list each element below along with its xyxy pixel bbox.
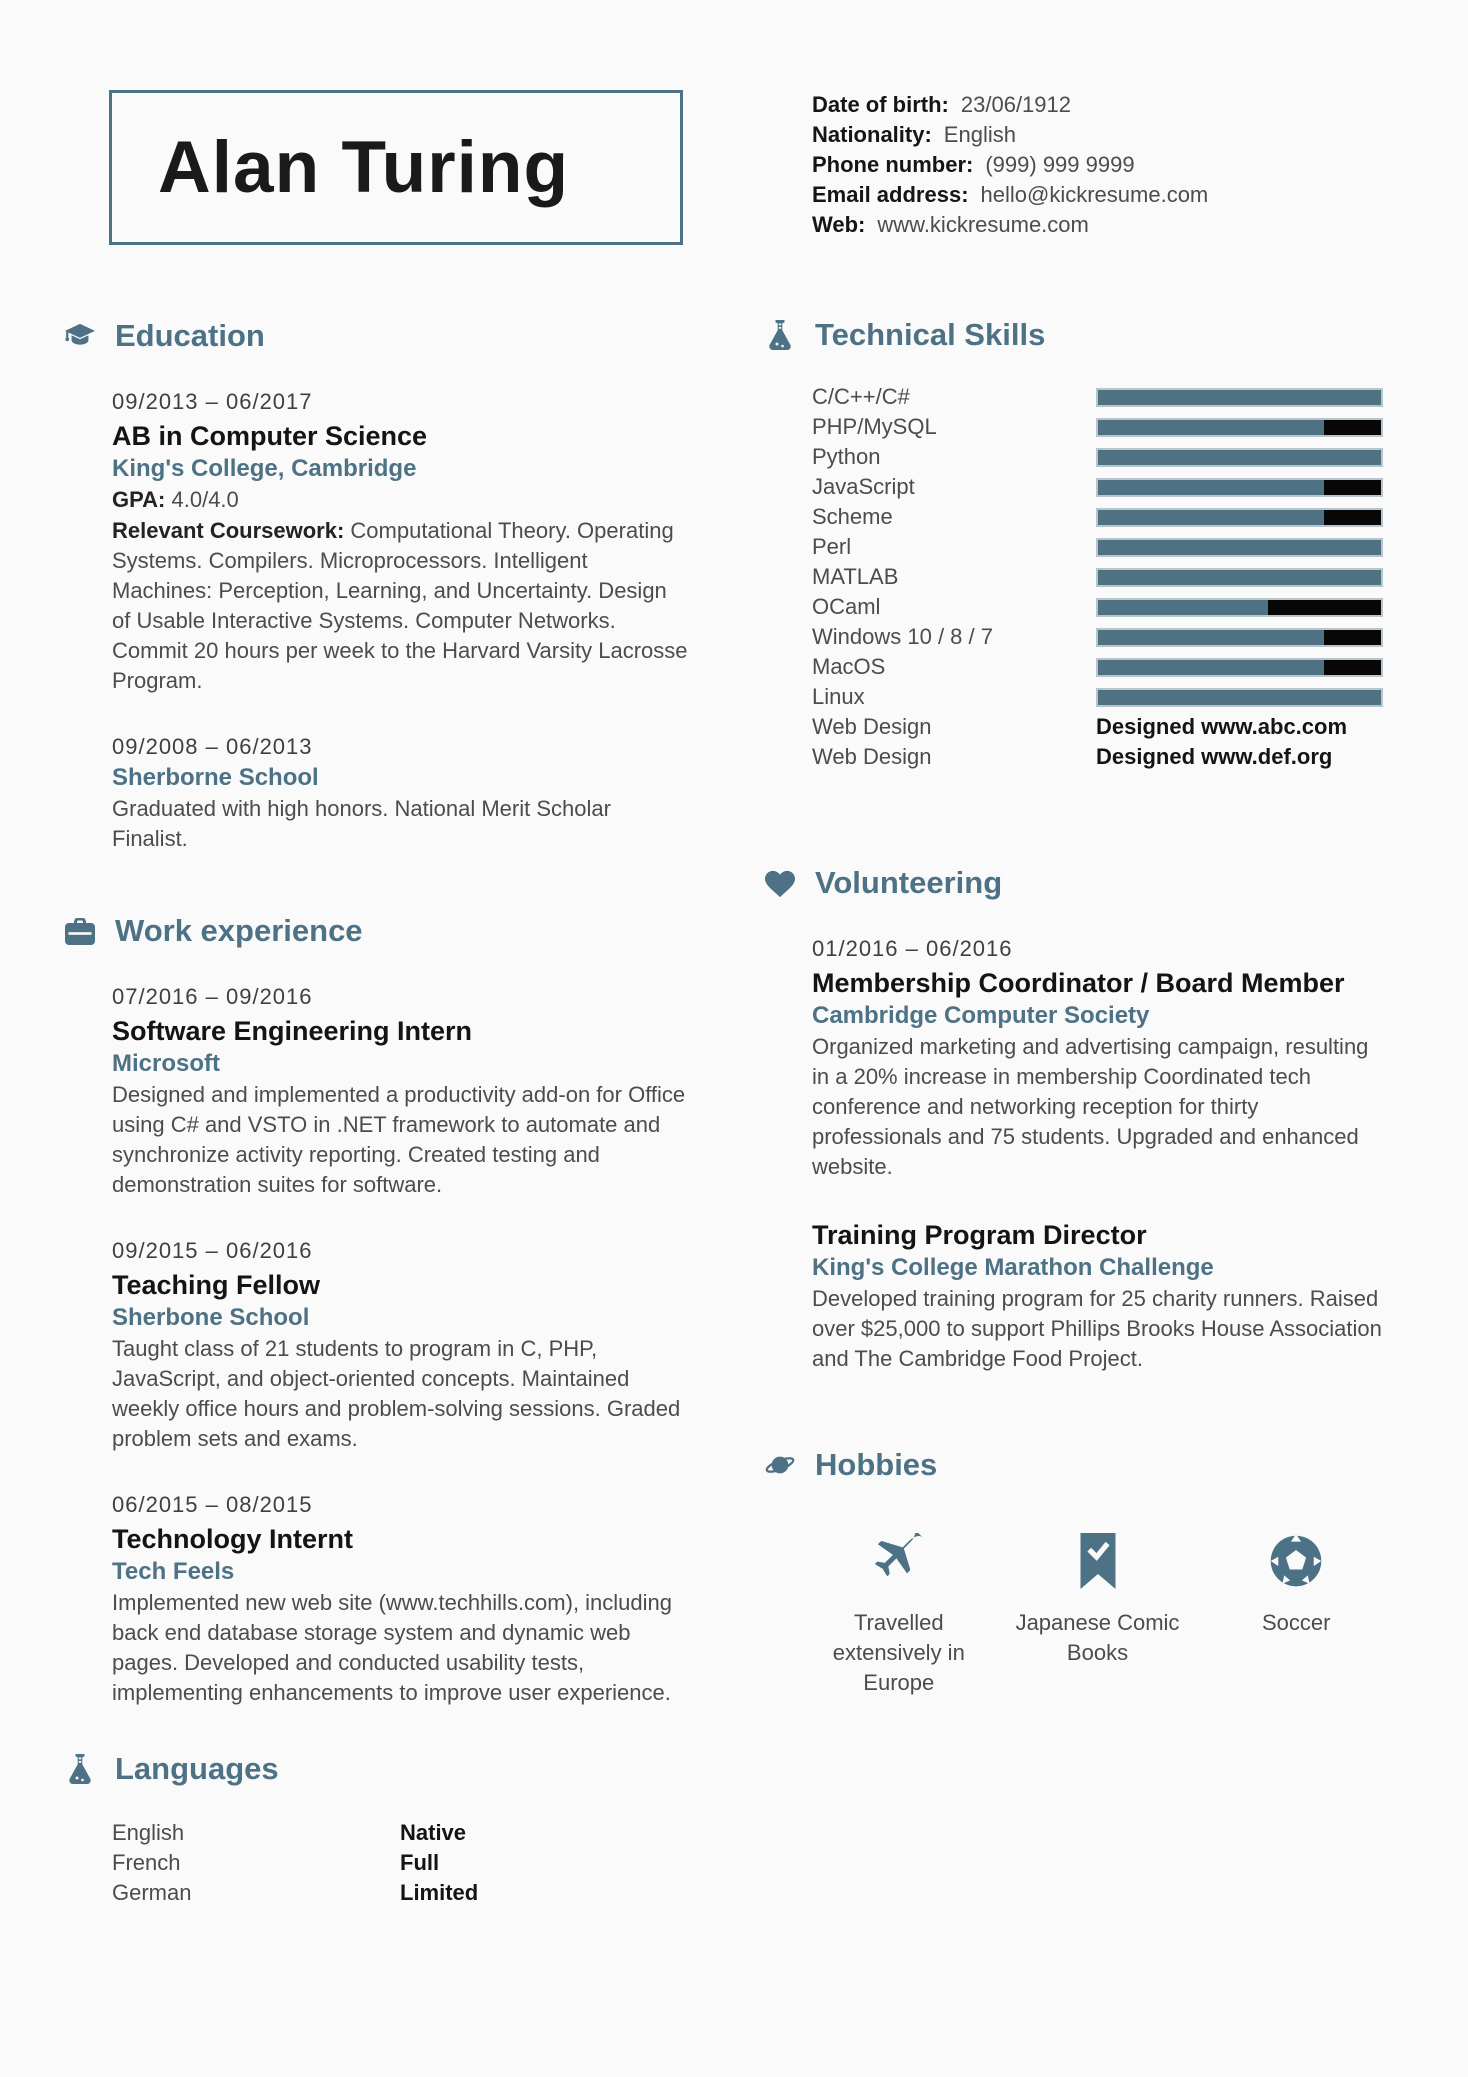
heart-icon: [765, 867, 795, 899]
briefcase-icon: [65, 915, 95, 947]
section-title-volunteering: Volunteering: [815, 865, 1003, 900]
section-title-languages: Languages: [115, 1751, 279, 1786]
work-entry: [112, 1236, 690, 1454]
skill-note-value: Designed www.def.org: [1096, 744, 1333, 769]
volunteering-body: [812, 934, 1383, 1374]
contact-row: [812, 210, 1383, 240]
skill-row: [812, 682, 1383, 712]
graduation-cap-icon: [65, 320, 95, 352]
volunteering-heading: [765, 862, 1383, 904]
entry-role: Teaching Fellow: [112, 1270, 321, 1300]
skill-level-bar: [1096, 388, 1383, 407]
contact-label: Phone number:: [812, 152, 974, 177]
plane-icon: [871, 1532, 927, 1590]
education-heading: [65, 315, 690, 357]
entry-description: Developed training program for 25 charity runners. Raised over $25,000 to support Phillips Brooks House Association and The Cambridge Food Project.: [812, 1286, 1382, 1371]
skill-name: Web Design: [812, 744, 932, 769]
section-title-skills: Technical Skills: [815, 317, 1046, 352]
volunteering-entry: [812, 934, 1383, 1182]
skill-name: PHP/MySQL: [812, 414, 937, 439]
contact-row: [812, 90, 1383, 120]
section-work-experience: [65, 910, 690, 1708]
contact-value: 23/06/1912: [960, 92, 1071, 117]
language-name: French: [112, 1850, 181, 1875]
entry-role: Membership Coordinator / Board Member: [812, 968, 1345, 998]
skill-level-bar: [1096, 538, 1383, 557]
hobby-label: Soccer: [1261, 1610, 1331, 1635]
languages-heading: [65, 1748, 690, 1790]
section-title-work: Work experience: [115, 913, 363, 948]
skill-note-value: Designed www.abc.com: [1096, 714, 1348, 739]
contact-value: (999) 999 9999: [985, 152, 1135, 177]
entry-organization: King's College Marathon Challenge: [812, 1254, 1214, 1281]
skill-note-row: [812, 742, 1383, 772]
contact-label: Nationality:: [812, 122, 932, 147]
soccer-ball-icon: [1269, 1532, 1323, 1590]
section-technical-skills: [765, 314, 1383, 772]
skill-row: [812, 442, 1383, 472]
skill-row: [812, 622, 1383, 652]
skill-level-bar: [1096, 598, 1383, 617]
contact-value: hello@kickresume.com: [980, 182, 1209, 207]
language-row: [112, 1878, 690, 1908]
planet-icon: [765, 1449, 795, 1481]
skill-row: [812, 472, 1383, 502]
skill-level-bar: [1096, 478, 1383, 497]
skill-row: [812, 382, 1383, 412]
contact-label: Date of birth:: [812, 92, 949, 117]
skill-name: Linux: [812, 684, 865, 709]
entry-dates: 09/2015 – 06/2016: [112, 1238, 313, 1263]
entry-dates: 01/2016 – 06/2016: [812, 936, 1013, 961]
skill-name: JavaScript: [812, 474, 915, 499]
language-level: Native: [400, 1820, 467, 1845]
gpa-label: GPA:: [112, 487, 166, 512]
skill-level-bar: [1096, 448, 1383, 467]
right-column: [765, 90, 1383, 1698]
language-level: Limited: [400, 1880, 479, 1905]
entry-description: Implemented new web site (www.techhills.com), including back end database storage system and dynamic web pages. Developed and conducted usability tests, implementing enhancements to improve user experience.: [112, 1590, 673, 1705]
language-row: [112, 1848, 690, 1878]
entry-organization: Cambridge Computer Society: [812, 1002, 1150, 1029]
languages-table: [112, 1818, 690, 1908]
section-languages: [65, 1748, 690, 1908]
skill-row: [812, 412, 1383, 442]
skill-name: Perl: [812, 534, 852, 559]
coursework-text: Computational Theory. Operating Systems. Compilers. Microprocessors. Intelligent Machines: Perception, Learning, and Uncertainty. Design of Usable Interactive Systems. Computer Networks. Commit 20 hours per week to the Harvard Varsity Lacrosse Program.: [112, 518, 688, 693]
skill-name: Python: [812, 444, 881, 469]
skill-row: [812, 532, 1383, 562]
hobbies-list: [812, 1532, 1383, 1698]
skill-name: Scheme: [812, 504, 893, 529]
education-entry: [112, 387, 690, 696]
entry-school: Sherborne School: [112, 764, 319, 791]
entry-description: Organized marketing and advertising campaign, resulting in a 20% increase in membership Coordinated tech conference and networking reception for thirty professionals and 75 students. Upgraded and enhanced website.: [812, 1034, 1369, 1179]
entry-description: Designed and implemented a productivity add-on for Office using C# and VSTO in .NET framework to automate and synchronize activity reporting. Created testing and demonstration suites for software.: [112, 1082, 686, 1197]
section-education: [65, 315, 690, 854]
skill-name: Web Design: [812, 714, 932, 739]
entry-company: Sherbone School: [112, 1304, 310, 1331]
contact-label: Web:: [812, 212, 866, 237]
section-title-education: Education: [115, 318, 265, 353]
skill-row: [812, 502, 1383, 532]
work-body: [112, 982, 690, 1708]
skills-heading: [765, 314, 1383, 356]
entry-dates: 07/2016 – 09/2016: [112, 984, 313, 1009]
entry-degree: AB in Computer Science: [112, 421, 428, 451]
flask-icon: [765, 319, 795, 351]
skill-name: MacOS: [812, 654, 886, 679]
skill-name: Windows 10 / 8 / 7: [812, 624, 993, 649]
section-title-hobbies: Hobbies: [815, 1447, 938, 1482]
language-name: German: [112, 1880, 192, 1905]
skill-level-bar: [1096, 568, 1383, 587]
skill-level-bar: [1096, 658, 1383, 677]
skill-note-row: [812, 712, 1383, 742]
work-heading: [65, 910, 690, 952]
language-row: [112, 1818, 690, 1848]
entry-role: Software Engineering Intern: [112, 1016, 473, 1046]
hobby-label: Japanese Comic Books: [1015, 1610, 1180, 1665]
skill-level-bar: [1096, 418, 1383, 437]
skill-row: [812, 562, 1383, 592]
flask-icon: [65, 1753, 95, 1785]
name-box: [109, 90, 683, 245]
section-volunteering: [765, 862, 1383, 1374]
skill-name: OCaml: [812, 594, 881, 619]
entry-school: King's College, Cambridge: [112, 455, 417, 482]
gpa-value: 4.0/4.0: [171, 487, 239, 512]
entry-role: Training Program Director: [812, 1220, 1147, 1250]
hobby-item: [812, 1532, 986, 1698]
hobbies-heading: [765, 1444, 1383, 1486]
skill-row: [812, 652, 1383, 682]
entry-dates: 09/2013 – 06/2017: [112, 389, 313, 414]
hobby-label: Travelled extensively in Europe: [832, 1610, 965, 1695]
entry-company: Tech Feels: [112, 1558, 235, 1585]
skill-level-bar: [1096, 688, 1383, 707]
left-column: [65, 90, 690, 1908]
skills-table: [812, 382, 1383, 772]
person-name: Alan Turing: [158, 127, 570, 208]
bookmark-check-icon: [1077, 1532, 1119, 1590]
skill-name: C/C++/C#: [812, 384, 910, 409]
coursework-label: Relevant Coursework:: [112, 518, 345, 543]
contact-block: [812, 90, 1383, 240]
contact-row: [812, 150, 1383, 180]
volunteering-entry: [812, 1218, 1383, 1374]
hobby-item: [1209, 1532, 1383, 1698]
entry-gpa: [112, 485, 690, 515]
skill-row: [812, 592, 1383, 622]
entry-role: Technology Internt: [112, 1524, 353, 1554]
entry-dates: 06/2015 – 08/2015: [112, 1492, 313, 1517]
contact-value: www.kickresume.com: [877, 212, 1089, 237]
entry-description: Graduated with high honors. National Merit Scholar Finalist.: [112, 796, 611, 851]
skill-name: MATLAB: [812, 564, 899, 589]
contact-row: [812, 120, 1383, 150]
entry-company: Microsoft: [112, 1050, 220, 1077]
entry-dates: 09/2008 – 06/2013: [112, 734, 313, 759]
skill-level-bar: [1096, 628, 1383, 647]
contact-row: [812, 180, 1383, 210]
entry-description: Taught class of 21 students to program in C, PHP, JavaScript, and object-oriented concepts. Maintained weekly office hours and problem-solving sessions. Graded problem sets and exams.: [112, 1336, 681, 1451]
contact-value: English: [943, 122, 1016, 147]
language-level: Full: [400, 1850, 440, 1875]
work-entry: [112, 1490, 690, 1708]
contact-label: Email address:: [812, 182, 969, 207]
skill-level-bar: [1096, 508, 1383, 527]
work-entry: [112, 982, 690, 1200]
education-entry: [112, 732, 690, 854]
education-body: [112, 387, 690, 854]
entry-coursework: [112, 516, 690, 696]
language-name: English: [112, 1820, 185, 1845]
hobby-item: [1016, 1532, 1180, 1698]
section-hobbies: [765, 1444, 1383, 1698]
